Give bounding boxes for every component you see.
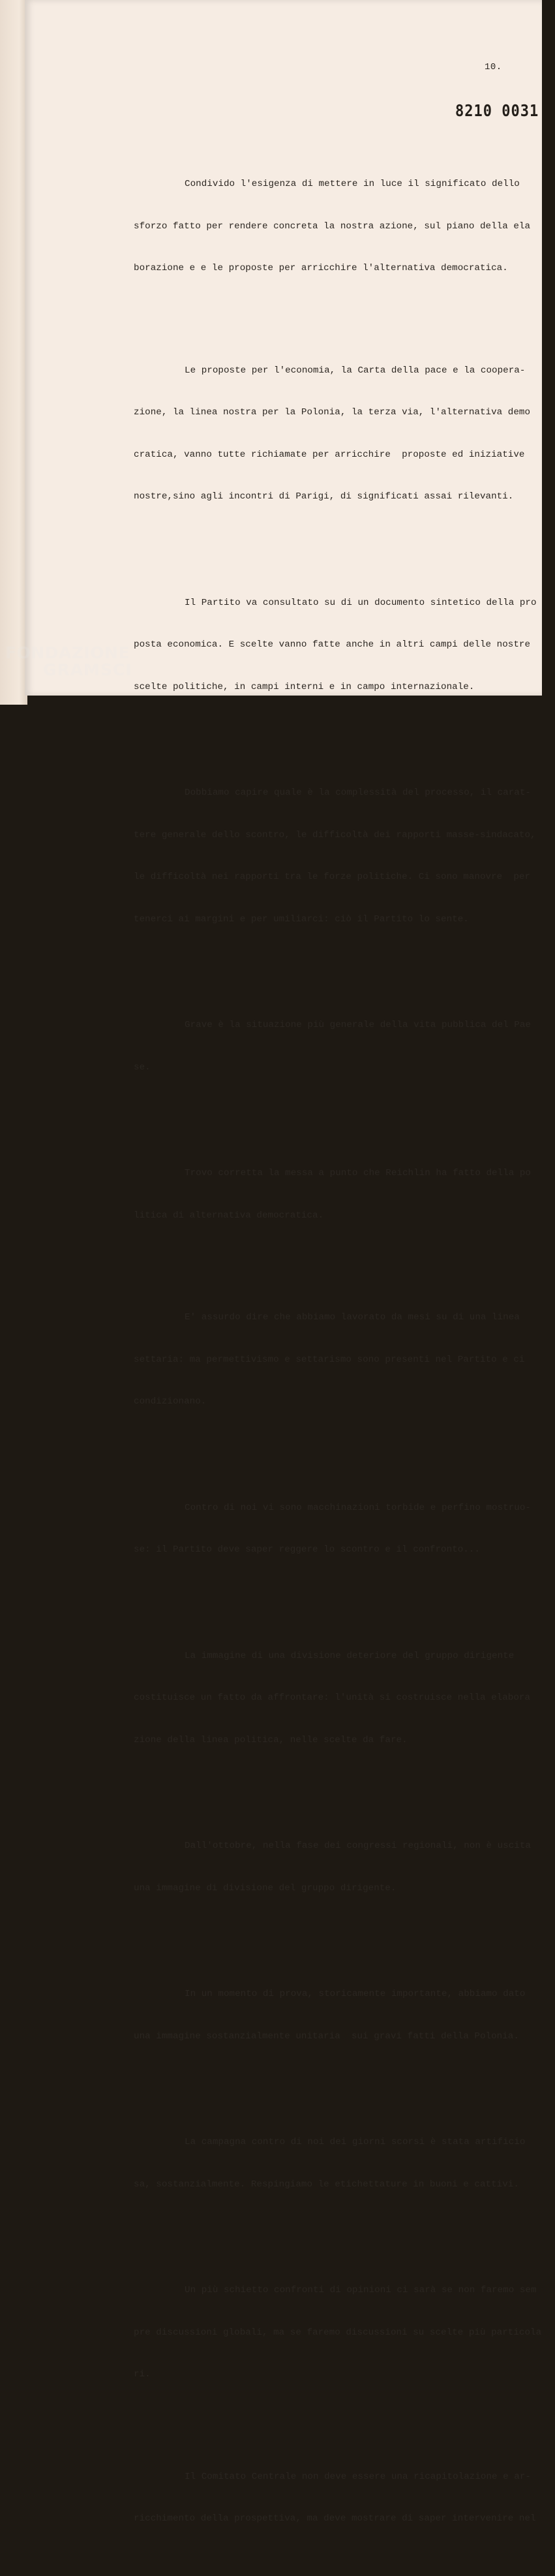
fondazione-gramsci-watermark xyxy=(5,645,132,679)
text-line: Condivido l'esigenza di mettere in luce il significato dello xyxy=(185,179,520,189)
text-line: Un più schietto confronti di opinioni ci sarà se non faremo sem xyxy=(185,2285,537,2295)
text-line: pre discussioni globali, ma se faremo discussioni su scelte più particola xyxy=(134,2327,542,2338)
archive-stamp: 8210 0031 xyxy=(455,102,539,121)
text-line: La campagna contro di noi dei giorni scorsi è stata artificio xyxy=(185,2137,526,2147)
text-line: una immagine di divisione del gruppo dirigente. xyxy=(134,1882,397,1894)
paragraph xyxy=(134,990,531,1103)
text-line: E' assurdo dire che abbiamo lavorato da mesi su di una linea xyxy=(185,1312,520,1323)
paragraph xyxy=(134,149,531,304)
paragraph xyxy=(134,1811,531,1924)
paragraph xyxy=(134,1621,531,1776)
paragraph xyxy=(134,1959,526,2072)
text-line: zione, la linea nostra per la Polonia, la terza via, l'alternativa demo xyxy=(134,407,531,418)
text-line: zione della linea politica, nelle scelte da fare. xyxy=(134,1734,408,1745)
text-line: nostre,sino agli incontri di Parigi, di significati assai rilevanti. xyxy=(134,491,514,502)
text-line: costituisce un fatto da affrontare: l'unità si costruisce nella elabora xyxy=(134,1693,531,1703)
paragraph xyxy=(134,568,537,723)
text-line: Trovo corretta la messa a punto che Reichlin ha fatto della po xyxy=(185,1168,531,1178)
text-line: tenerci ai margini e per umiliarci: ciò il Partito lo sente. xyxy=(134,913,469,925)
paragraph xyxy=(134,758,536,955)
text-line: scelte politiche, in campi interni e in campo internazionale. xyxy=(134,681,475,692)
text-line: Le proposte per l'economia, la Carta della pace e la coopera- xyxy=(185,365,526,376)
text-line: litica di alternativa democratica. xyxy=(134,1210,324,1221)
text-line: Contro di noi vi sono macchinazioni torbide e perfino mostruo- xyxy=(185,1502,531,1513)
paragraph xyxy=(134,2108,526,2220)
text-line: In un momento di prova, storicamente importante, abbiamo dato xyxy=(185,1989,526,1999)
text-line: Il Comitato Centrale non deve essere una ricapitolazione e ar- xyxy=(185,2471,531,2482)
text-line: se: il Partito deve saper reggere lo scontro e il confronto... xyxy=(134,1544,480,1555)
paragraph xyxy=(134,1473,531,1586)
page-number: 10. xyxy=(485,62,502,72)
text-line: Il Partito va consultato su di un documento sintetico della pro xyxy=(185,597,537,608)
paragraph xyxy=(134,2442,536,2554)
paragraph xyxy=(134,336,531,532)
paragraph xyxy=(134,1283,525,1437)
text-line: le difficoltà nei rapporti tra le forze politiche. Ci sono manovre per xyxy=(134,872,531,882)
text-line: Dall'ottobre, nella fase dei congressi regionali, non è uscita xyxy=(185,1841,531,1851)
text-line: tere generale dello scontro, le difficoltà dei rapporti masse-sindacato, xyxy=(134,829,536,840)
paragraph xyxy=(134,2256,542,2410)
paragraph xyxy=(134,1139,531,1251)
previous-page-edge xyxy=(0,0,27,705)
text-line: Grave è la situazione più generale della vita pubblica del Pae xyxy=(185,1020,531,1030)
text-line: ricchimento della prospettiva, ma deve mostrare di saper intervenire nel xyxy=(134,2513,536,2524)
text-line: condizionano. xyxy=(134,1396,207,1407)
text-line: una immagine sostanzialmente unitaria sui gravi fatti della Polonia. xyxy=(134,2031,519,2042)
text-line: settaria: ma permettivismo e settarismo sono presenti nel Partito e ci xyxy=(134,1354,525,1365)
text-line: posta economica. E scelte vanno fatte anche in altri campi delle nostre xyxy=(134,639,531,650)
text-line: sforzo fatto per rendere concreta la nostra azione, sul piano della ela xyxy=(134,221,531,232)
text-line: cratica, vanno tutte richiamate per arricchire proposte ed iniziative xyxy=(134,449,525,460)
text-line: ri. xyxy=(134,2369,151,2380)
watermark-line: FONDAZIONE xyxy=(5,643,130,662)
text-line: sa, sostanzialmente. Respingiamo le etichettature in buoni e cattivi. xyxy=(134,2179,519,2190)
text-line: Dobbiamo capire quale è la complessità del processo, il carat- xyxy=(185,788,531,798)
watermark-line: GRAMSCI xyxy=(43,660,132,679)
text-line: se. xyxy=(134,1062,151,1073)
text-line: borazione e e le proposte per arricchire l'alternativa democratica. xyxy=(134,263,508,273)
document-body xyxy=(134,121,542,2576)
text-line: La immagine di una divisione deteriore del gruppo dirigente xyxy=(185,1650,515,1661)
